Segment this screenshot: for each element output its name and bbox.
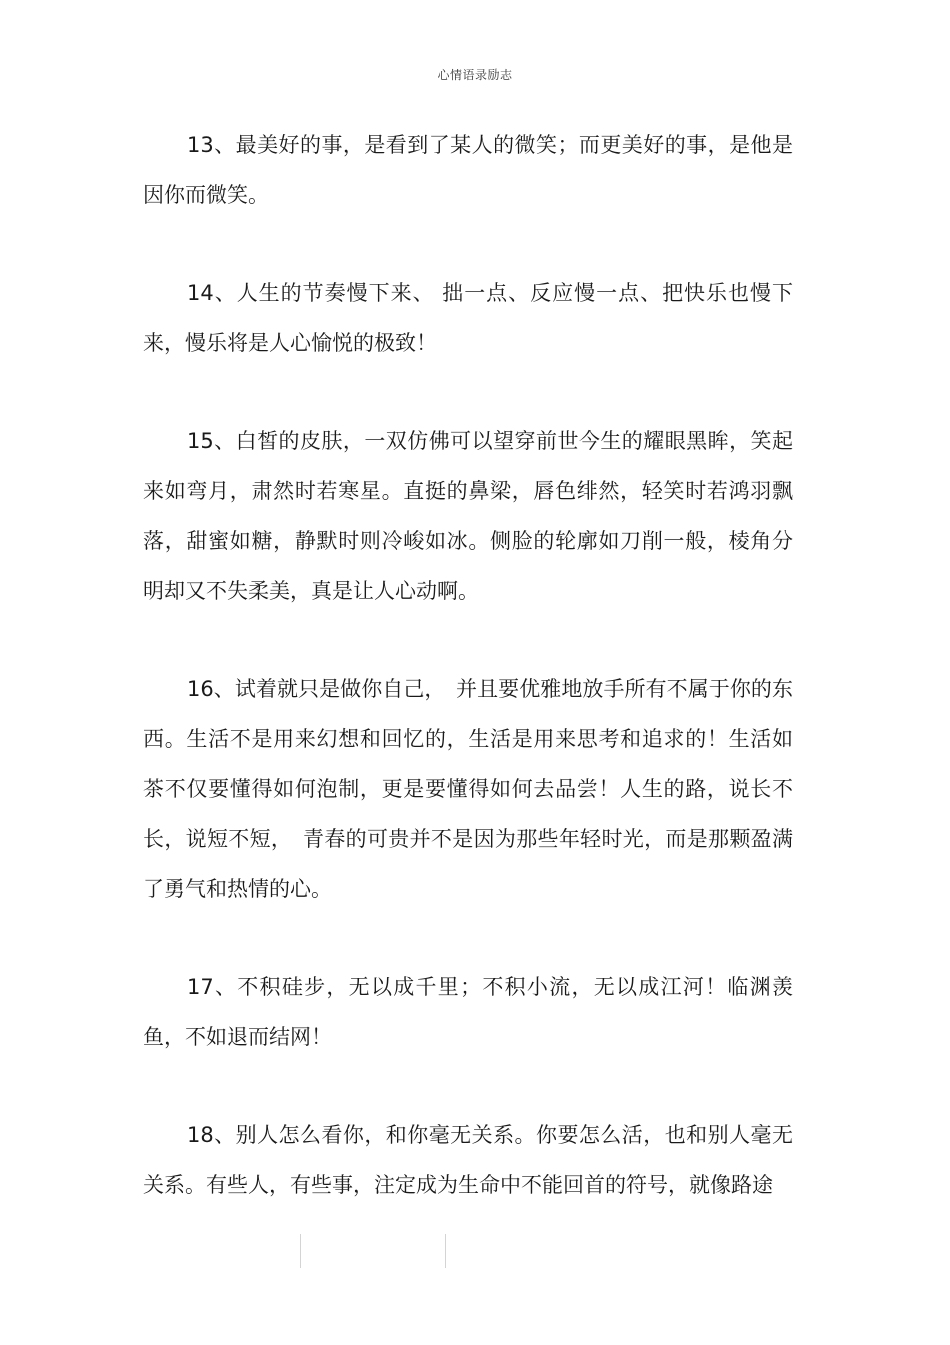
document-body: [143, 120, 793, 1210]
paragraph-17: 17、不积硅步，无以成千里；不积小流，无以成江河！临渊羡鱼，不如退而结网！: [143, 975, 793, 1049]
paragraph-13: 13、最美好的事，是看到了某人的微笑；而更美好的事，是他是因你而微笑。: [143, 133, 793, 207]
paragraph-15: 15、白皙的皮肤，一双仿佛可以望穿前世今生的耀眼黑眸，笑起来如弯月，肃然时若寒星。直挺的鼻梁，唇色绯然，轻笑时若鸿羽飘落，甜蜜如糖，静默时则冷峻如冰。侧脸的轮廓如刀削一般，棱角分明却又不失柔美，真是让人心动啊。: [143, 429, 793, 603]
footer-divider-left: [300, 1234, 301, 1268]
footer-divider-right: [445, 1234, 446, 1268]
page-header-title: 心情语录励志: [437, 68, 513, 82]
paragraph-18: 18、别人怎么看你，和你毫无关系。你要怎么活，也和别人毫无关系。有些人，有些事，注定成为生命中不能回首的符号，就像路途: [143, 1123, 793, 1197]
paragraph-16: 16、试着就只是做你自己， 并且要优雅地放手所有不属于你的东西。生活不是用来幻想和回忆的，生活是用来思考和追求的！生活如茶不仅要懂得如何泡制，更是要懂得如何去品尝！人生的路，说长不长，说短不短， 青春的可贵并不是因为那些年轻时光，而是那颗盈满了勇气和热情的心。: [143, 677, 793, 901]
paragraph-14: 14、人生的节奏慢下来、 拙一点、反应慢一点、把快乐也慢下来，慢乐将是人心愉悦的极致！: [143, 281, 793, 355]
